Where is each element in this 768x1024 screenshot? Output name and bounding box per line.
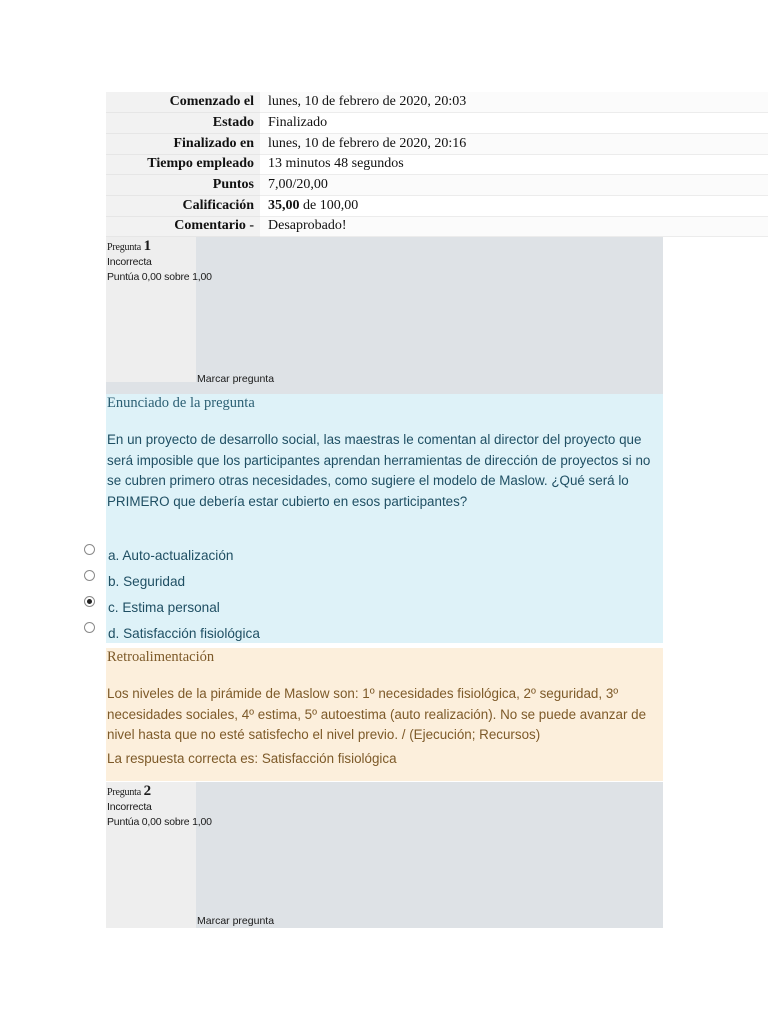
summary-value: Desaprobado! [260, 216, 768, 237]
question-prompt: En un proyecto de desarrollo social, las maestras le comentan al director del proyecto que será imposible que los participantes aprendan herramientas de dirección de proyectos si no se cubren primero otras necesidades, como sugiere el modelo de Maslow. ¿Qué será lo PRIMERO que debería estar cubierto en esos participantes? [107, 432, 651, 509]
flag-question-link[interactable]: Marcar pregunta [197, 915, 275, 927]
summary-row-started [106, 92, 768, 113]
radio-option-d[interactable] [84, 622, 95, 633]
summary-value: lunes, 10 de febrero de 2020, 20:03 [260, 92, 768, 113]
grade-total: de 100,00 [299, 197, 359, 213]
question-number: 2 [143, 783, 151, 799]
question-score: Puntúa 0,00 sobre 1,00 [107, 271, 212, 283]
question-status: Incorrecta [107, 801, 152, 813]
radio-option-c-selected[interactable] [84, 596, 95, 607]
summary-label: Puntos [106, 175, 260, 196]
attempt-summary-table [106, 92, 768, 237]
summary-value [260, 195, 768, 216]
summary-row-points [106, 175, 768, 196]
summary-row-grade [106, 195, 768, 216]
question-meta [107, 239, 212, 285]
feedback-text: Los niveles de la pirámide de Maslow son: 1º necesidades fisiológica, 2º seguridad, 3º necesidades sociales, 4º estima, 5º autoestima (auto realización). No se puede avanzar de nivel hasta que no esté satisfecho el nivel previo. / (Ejecución; Recursos) [107, 686, 647, 742]
summary-label: Finalizado en [106, 133, 260, 154]
question-1-content [106, 394, 663, 643]
question-number: 1 [143, 238, 151, 254]
summary-value: lunes, 10 de febrero de 2020, 20:16 [260, 133, 768, 154]
question-2-info [106, 782, 663, 928]
answer-option-b[interactable]: b. Seguridad [108, 574, 186, 589]
summary-label: Tiempo empleado [106, 154, 260, 175]
summary-value: 13 minutos 48 segundos [260, 154, 768, 175]
summary-value: Finalizado [260, 113, 768, 134]
summary-row-finished [106, 133, 768, 154]
summary-label: Comenzado el [106, 92, 260, 113]
answer-option-c[interactable]: c. Estima personal [108, 600, 220, 615]
question-1-info [106, 237, 663, 394]
answer-option-a[interactable]: a. Auto-actualización [108, 548, 234, 563]
question-status: Incorrecta [107, 256, 152, 268]
answer-option-d[interactable]: d. Satisfacción fisiológica [108, 626, 260, 641]
summary-label: Calificación [106, 195, 260, 216]
flag-question-link[interactable]: Marcar pregunta [197, 373, 275, 385]
summary-label: Estado [106, 113, 260, 134]
summary-row-comment [106, 216, 768, 237]
question-score: Puntúa 0,00 sobre 1,00 [107, 816, 212, 828]
summary-label: Comentario - [106, 216, 260, 237]
summary-value: 7,00/20,00 [260, 175, 768, 196]
question-heading: Enunciado de la pregunta [107, 395, 255, 411]
radio-option-a[interactable] [84, 544, 95, 555]
question-label: Pregunta [107, 242, 141, 253]
question-meta [107, 784, 212, 830]
summary-row-time-taken [106, 154, 768, 175]
question-label: Pregunta [107, 787, 141, 798]
radio-option-b[interactable] [84, 570, 95, 581]
grade-value: 35,00 [268, 197, 300, 213]
summary-row-state [106, 113, 768, 134]
feedback-heading: Retroalimentación [107, 649, 215, 665]
feedback-panel [106, 648, 663, 781]
correct-answer: La respuesta correcta es: Satisfacción fisiológica [107, 751, 397, 766]
